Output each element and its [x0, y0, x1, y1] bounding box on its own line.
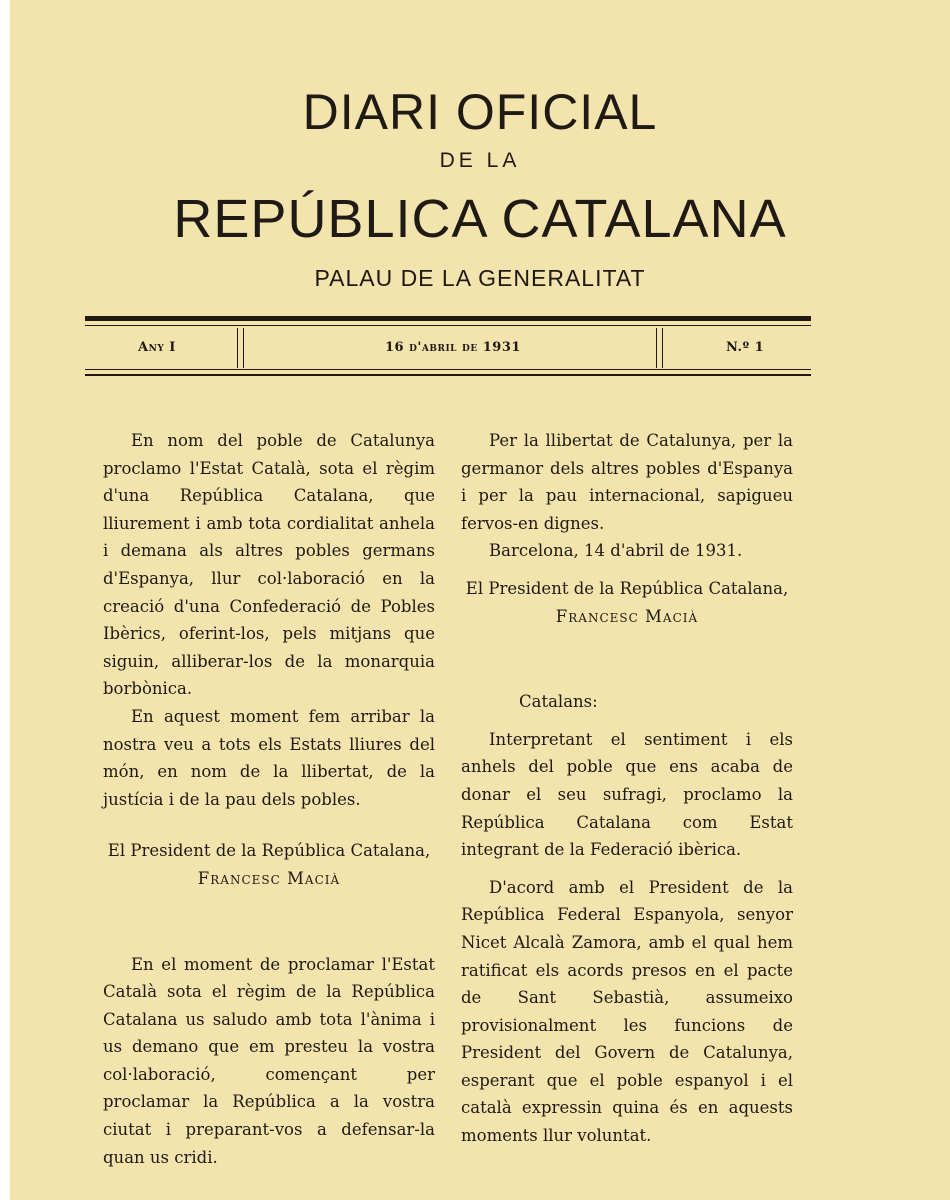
issue-number: N.º 1 — [726, 340, 765, 355]
header-rule-thick — [85, 316, 811, 321]
place-date: Barcelona, 14 d'abril de 1931. — [489, 541, 743, 561]
info-bar-divider — [656, 328, 663, 368]
proclamation-paragraph: D'acord amb el President de la República Federal Espanyola, senyor Nicet Alcalà Zamora, amb el qual hem ratificat els acords presos en el pacte de Sant Sebastià, assumeixo provisionalment les funcions de President del Govern de Catalunya, esperant que el poble espanyol i el català expressin quina és en aquests moments llur voluntat. — [461, 877, 793, 1146]
header-rule-thin — [85, 325, 811, 326]
proclamation-paragraph: En aquest moment fem arribar la nostra veu a tots els Estats lliures del món, en nom de la llibertat, de la justícia i de la pau dels pobles. — [103, 706, 435, 809]
newspaper-page — [10, 0, 950, 1200]
signature-name: Francesc Macià — [555, 606, 699, 626]
proclamation-paragraph: Interpretant el sentiment i els anhels del poble que ens acaba de donar el seu sufragi, proclamo la República Catalana com Estat integrant de la Federació ibèrica. — [461, 729, 793, 860]
title-line-1: DIARI OFICIAL — [302, 84, 658, 140]
proclamation-paragraph: En nom del poble de Catalunya proclamo l'Estat Català, sota el règim d'una República Catalana, que lliurement i amb tota cordialitat anhela i demana als altres pobles germans d'Espanya, llur col·laboració en la creació d'una Confederació de Pobles Ibèrics, oferint-los, pels mitjans que siguin, alliberar-los de la monarquia borbònica. — [103, 431, 435, 699]
salutation: Catalans: — [519, 692, 598, 712]
title-line-3: REPÚBLICA CATALANA — [173, 189, 787, 249]
info-bar-rule — [85, 374, 811, 376]
right-column — [461, 427, 793, 1150]
masthead-subtitle: PALAU DE LA GENERALITAT — [314, 265, 646, 291]
issue-year: Any I — [138, 340, 176, 355]
proclamation-paragraph: Per la llibertat de Catalunya, per la germanor dels altres pobles d'Espanya i per la pau internacional, sapigueu fervos-en dignes. — [461, 431, 793, 533]
issue-date: 16 d'abril de 1931 — [385, 340, 521, 355]
signature-title: El President de la República Catalana, — [465, 578, 789, 598]
proclamation-paragraph: En el moment de proclamar l'Estat Català sota el règim de la República Catalana us saludo amb tota l'ànima i us demano que em presteu la vostra col·laboració, començant per proclamar la República a la vostra ciutat i preparant-vos a defensar-la quan us cridi. — [103, 954, 435, 1167]
signature-name: Francesc Macià — [197, 868, 341, 888]
title-line-2: DE LA — [439, 149, 521, 172]
signature-title: El President de la República Catalana, — [107, 841, 431, 861]
info-bar-rule — [85, 369, 811, 370]
left-column — [103, 427, 435, 1171]
info-bar-divider — [237, 328, 244, 368]
